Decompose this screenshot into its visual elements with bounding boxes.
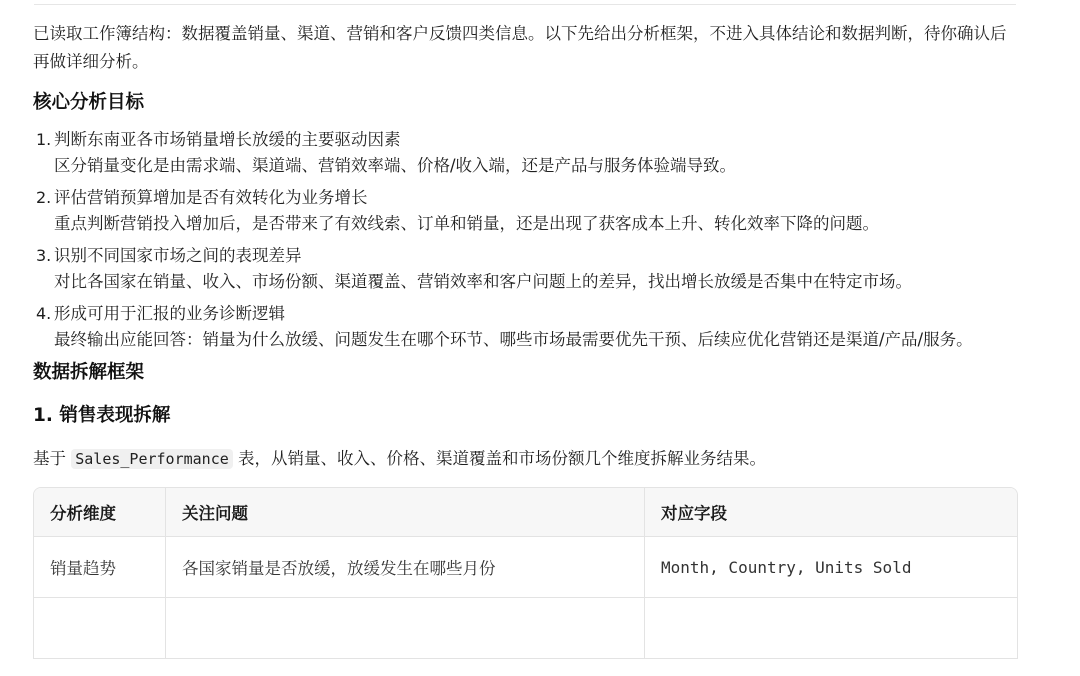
core-goals-list bbox=[33, 127, 1018, 353]
table-header-row bbox=[34, 488, 1017, 537]
basis-paragraph bbox=[33, 445, 1018, 473]
top-divider bbox=[34, 4, 1016, 5]
dimension-table bbox=[34, 488, 1017, 659]
goal-description: 区分销量变化是由需求端、渠道端、营销效率端、价格/收入端，还是产品与服务体验端导致。 bbox=[54, 156, 737, 175]
framework-heading: 数据拆解框架 bbox=[33, 362, 145, 383]
goal-item bbox=[33, 243, 1018, 295]
response-content bbox=[33, 20, 1018, 659]
table-row bbox=[34, 537, 1017, 598]
dimension-table-container bbox=[33, 487, 1018, 659]
header-question: 关注问题 bbox=[166, 488, 645, 537]
core-goals-heading: 核心分析目标 bbox=[33, 92, 145, 113]
goal-number: 3. bbox=[36, 246, 52, 265]
goal-title: 判断东南亚各市场销量增长放缓的主要驱动因素 bbox=[54, 130, 401, 149]
basis-suffix: 表，从销量、收入、价格、渠道覆盖和市场份额几个维度拆解业务结果。 bbox=[238, 449, 767, 468]
goal-description: 对比各国家在销量、收入、市场份额、渠道覆盖、营销效率和客户问题上的差异，找出增长放缓是否集中在特定市场。 bbox=[54, 272, 912, 291]
goal-item bbox=[33, 301, 1018, 353]
goal-item bbox=[33, 127, 1018, 179]
goal-title: 形成可用于汇报的业务诊断逻辑 bbox=[54, 304, 285, 323]
sales-breakdown-heading: 1. 销售表现拆解 bbox=[33, 405, 171, 426]
goal-item bbox=[33, 185, 1018, 237]
cell-fields bbox=[645, 598, 1018, 659]
header-dimension: 分析维度 bbox=[34, 488, 166, 537]
goal-title: 评估营销预算增加是否有效转化为业务增长 bbox=[54, 188, 368, 207]
cell-dimension bbox=[34, 598, 166, 659]
goal-number: 2. bbox=[36, 188, 52, 207]
goal-description: 最终输出应能回答：销量为什么放缓、问题发生在哪个环节、哪些市场最需要优先干预、后续应优化营销还是渠道/产品/服务。 bbox=[54, 330, 973, 349]
goal-number: 4. bbox=[36, 304, 52, 323]
cell-question: 各国家销量是否放缓，放缓发生在哪些月份 bbox=[166, 537, 645, 598]
cell-dimension: 销量趋势 bbox=[34, 537, 166, 598]
header-fields: 对应字段 bbox=[645, 488, 1018, 537]
table-name-code: Sales_Performance bbox=[71, 449, 233, 469]
goal-description: 重点判断营销投入增加后，是否带来了有效线索、订单和销量，还是出现了获客成本上升、转化效率下降的问题。 bbox=[54, 214, 879, 233]
goal-title: 识别不同国家市场之间的表现差异 bbox=[54, 246, 302, 265]
cell-question bbox=[166, 598, 645, 659]
basis-prefix: 基于 bbox=[33, 449, 66, 468]
intro-paragraph: 已读取工作簿结构：数据覆盖销量、渠道、营销和客户反馈四类信息。以下先给出分析框架，不进入具体结论和数据判断，待你确认后再做详细分析。 bbox=[33, 24, 1007, 71]
table-row bbox=[34, 598, 1017, 659]
cell-fields: Month, Country, Units Sold bbox=[645, 537, 1018, 598]
goal-number: 1. bbox=[36, 130, 52, 149]
